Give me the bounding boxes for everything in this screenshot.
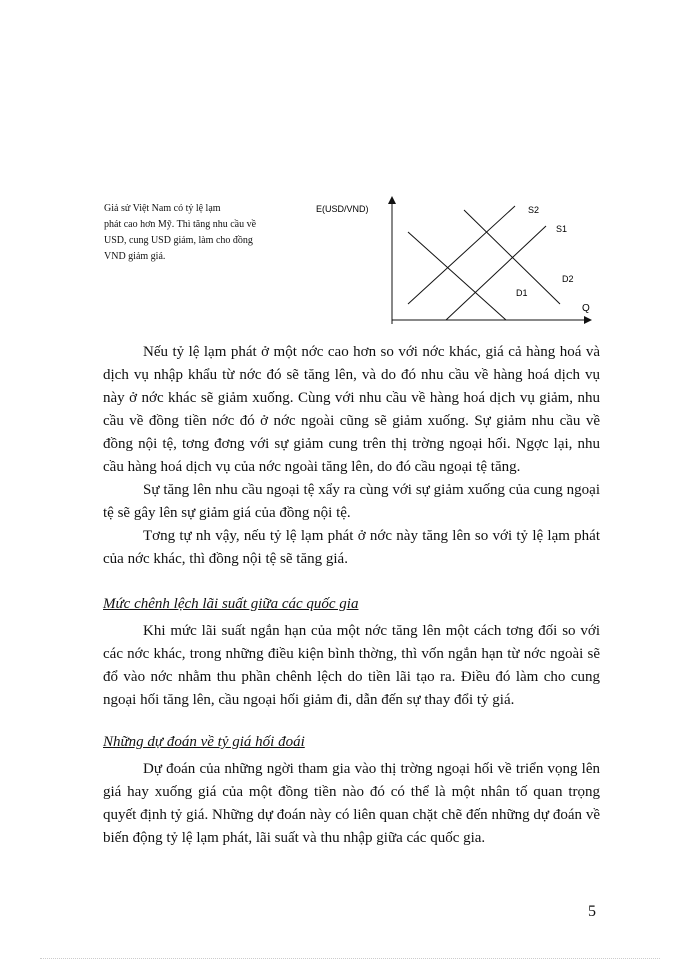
y-axis-label: E(USD/VND) [316,204,369,214]
label-d1: D1 [516,288,528,298]
caption-line: Giả sử Việt Nam có tỷ lệ lạm [104,203,221,214]
paragraph: Khi mức lãi suất ngắn hạn của một nớc tăng lên một cách tơng đối so với các nớc khác, trong những điều kiện bình thờng, thì vốn ngắn hạn từ nớc ngoài sẽ đổ vào nớc nhằm thu phần chênh lệch do tiền lãi tạo ra. Điều đó làm cho cung ngoại hối tăng lên, cầu ngoại hối giảm đi, dẫn đến sự thay đổi tỷ giá. [103,623,600,708]
paragraph: Sự tăng lên nhu cầu ngoại tệ xẩy ra cùng với sự giảm xuống của cung ngoại tệ sẽ gây lên sự giảm giá của đồng nội tệ. [103,482,600,521]
section-heading: Những dự đoán về tỷ giá hối đoái [103,734,305,750]
supply-demand-diagram [300,196,600,336]
curve-d1 [408,232,506,320]
paragraph: Dự đoán của những ngời tham gia vào thị trờng ngoại hối về triển vọng lên giá hay xuống giá của một đồng tiền nào đó có thể là một nhân tố quan trọng quyết định tỷ giá. Những dự đoán này có liên quan chặt chẽ đến những dự đoán về biến động tỷ lệ lạm phát, lãi suất và thu nhập giữa các quốc gia. [103,761,600,846]
figure-caption [104,201,304,265]
text-block-1 [103,341,600,571]
section-heading: Mức chênh lệch lãi suất giữa các quốc gia [103,596,359,612]
x-axis-label: Q [582,303,590,314]
text-block-3 [103,758,600,850]
footer-divider [40,958,660,959]
caption-line: phát cao hơn Mỹ. Thì tăng nhu cầu về [104,219,257,230]
label-s1: S1 [556,224,568,234]
caption-line: USD, cung USD giảm, làm cho đồng [104,235,253,246]
label-d2: D2 [562,274,574,284]
paragraph: Nếu tỷ lệ lạm phát ở một nớc cao hơn so với nớc khác, giá cả hàng hoá và dịch vụ nhập khẩu từ nớc đó sẽ tăng lên, và do đó nhu cầu về hàng hoá dịch vụ này ở nớc khác sẽ giảm xuống. Cùng với nhu cầu về hàng hoá dịch vụ giảm, nhu cầu về đồng tiền nớc đó ở nớc ngoài cũng sẽ giảm xuống. Sự giảm nhu cầu về đồng nội tệ, tơng đơng với sự giảm cung trên thị trờng ngoại hối. Ngợc lại, nhu cầu hàng hoá dịch vụ của nớc ngoài tăng lên, do đó cầu ngoại tệ tăng. [103,344,600,475]
label-s2: S2 [528,205,540,215]
paragraph: Tơng tự nh vậy, nếu tỷ lệ lạm phát ở nớc này tăng lên so với tỷ lệ lạm phát của nớc khác, thì đồng nội tệ sẽ tăng giá. [103,528,600,567]
curve-s1 [446,226,546,320]
text-block-2 [103,620,600,712]
page-number: 5 [588,903,596,920]
curve-s2 [408,206,515,304]
caption-line: VND giảm giá. [104,251,166,262]
